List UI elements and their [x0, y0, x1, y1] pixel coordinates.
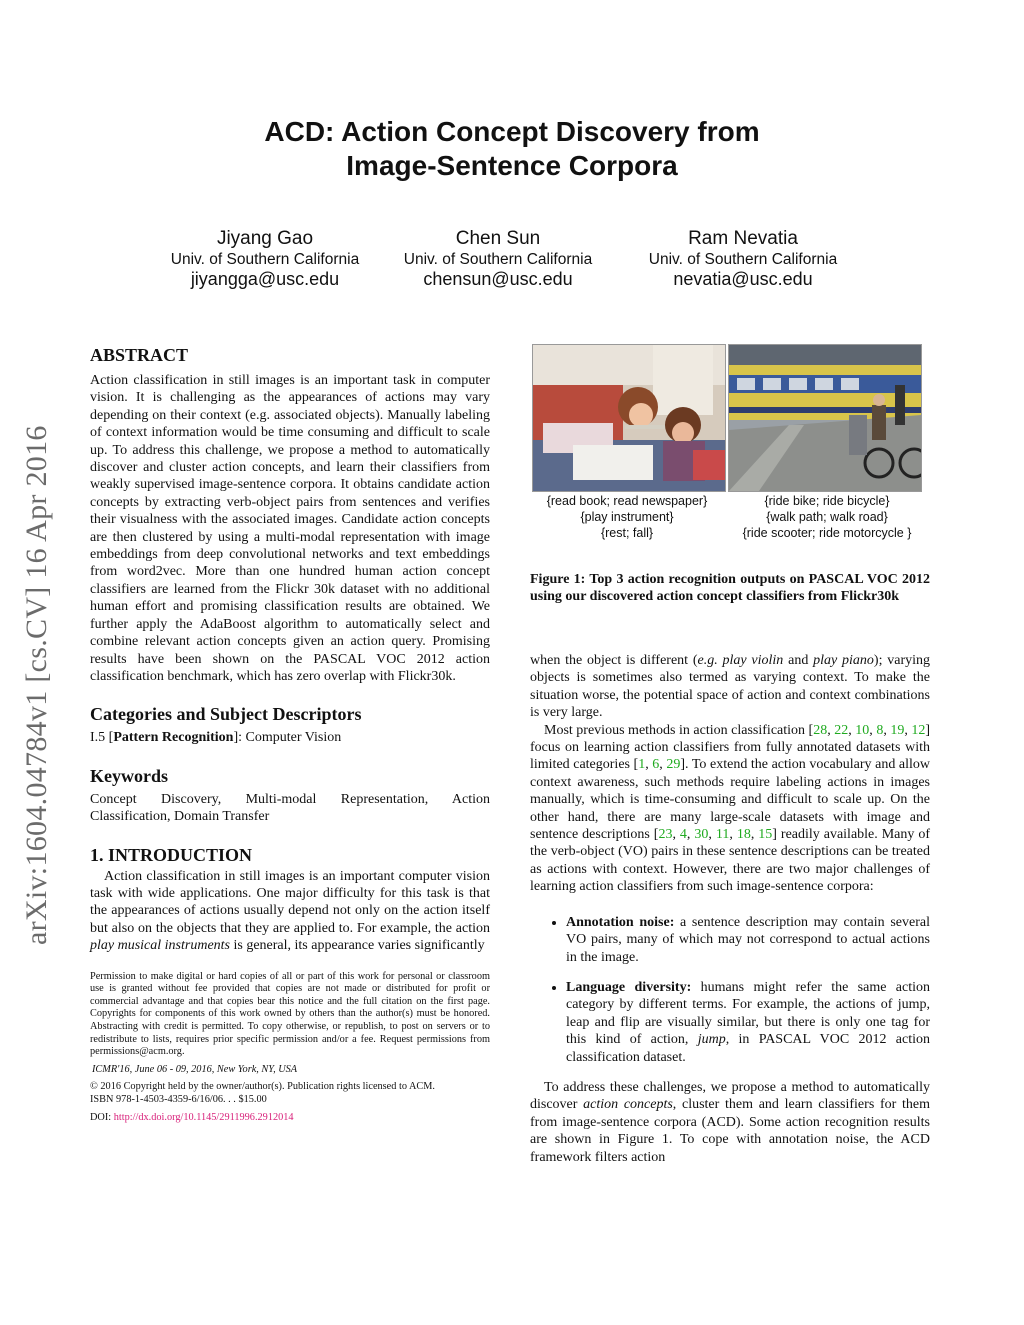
r-text: ] readily available. Many of the verb-object (VO) pairs in these sentence descriptions can be treated as actions with context. However, there are two major challenges of learning action classifiers from such image-sentence corpora: [530, 827, 931, 895]
intro-emphasis: play musical instruments [90, 938, 230, 954]
citation-link[interactable]: 18 [736, 827, 751, 843]
right-paragraph-1 [530, 652, 930, 722]
figure-left-tags [520, 493, 734, 541]
bullet-emphasis: jump [697, 1032, 726, 1048]
r-em: e.g. play violin [697, 653, 784, 668]
introduction-heading: 1. INTRODUCTION [90, 844, 253, 865]
categories-heading: Categories and Subject Descriptors [90, 704, 362, 725]
citation-link[interactable]: 1 [638, 757, 646, 773]
doi-link[interactable]: http://dx.doi.org/10.1145/2911996.2912014 [113, 1111, 294, 1123]
author-email: nevatia@usc.edu [673, 269, 813, 289]
list-item [566, 914, 930, 966]
r-text: and [783, 653, 814, 668]
author-3 [638, 228, 848, 289]
r-em: play piano [813, 653, 874, 668]
tag-line: {rest; fall} [600, 526, 654, 540]
r-text: ]. To extend the action vocabulary and allow context awareness, such methods require labeling actions in images manually, which is time-consuming and difficult to scale up. On the other hand, there are many large-scale datasets with image and sentence descriptions [ [530, 757, 931, 843]
permission-text: Permission to make digital or hard copies of all or part of this work for personal or classroom use is granted without fee provided that copies are not made or distributed for profit or commercial advantage and that copies bear this notice and the full citation on the first page. Copyrights for components of this work owned by others than the author(s) must be honored. Abstracting with credit is permitted. To copy otherwise, or republish, to post on servers or to redistribute to lists, requires prior specific permission and/or a fee. Request permissions from permissions@acm.org. [90, 970, 490, 1058]
citation-link[interactable]: 29 [666, 757, 681, 773]
figure-image-left [532, 344, 726, 492]
citation-link[interactable]: 8 [876, 722, 884, 738]
author-affiliation: Univ. of Southern California [403, 251, 593, 268]
figure-image-right [728, 344, 922, 492]
isbn: ISBN 978-1-4503-4359-6/16/06. . . $15.00 [90, 1093, 267, 1105]
intro-text-a: Action classification in still images is an important computer vision task with wide applications. One major difficulty for this task is that the appearances of actions usually depend not only on the action itself but also on the objects that they are applied to. For example, the action [90, 868, 490, 936]
r-text: , cluster them and learn classifiers for them from image-sentence corpora (ACD). Some action recognition results are shown in Figure 1. To cope with annotation noise, the ACD framework filters action [530, 1097, 930, 1165]
r-text: ); varying objects is sometimes also termed as varying context. To make the situation worse, the potential space of action and context combinations is very large. [530, 653, 931, 721]
list-item [566, 979, 930, 1066]
arxiv-stamp: arXiv:1604.04784v1 [cs.CV] 16 Apr 2016 [20, 425, 53, 945]
right-paragraph-2: Most previous methods in action classification [28, 22, 10, 8, 19, 12] focus on learning action classifiers from fully annotated datasets with limited categories [1, 6, 29]. To extend the action vocabulary and allow context awareness, such methods require labeling actions in images manually, which is time-consuming and difficult to scale up. On the other hand, there are many large-scale datasets with image and sentence descriptions [23, 4, 30, 11, 18, 15] readily available. Many of the verb-object (VO) pairs in these sentence descriptions can be treated as actions with context. However, there are two major challenges of learning action classifiers from such image-sentence corpora: [530, 722, 931, 895]
photo-platform-bike-icon [729, 345, 921, 491]
copyright: © 2016 Copyright held by the owner/author(s). Publication rights licensed to ACM. [90, 1081, 436, 1093]
r-text: ] focus on learning action classifiers from fully annotated datasets with limited categories [ [530, 722, 931, 773]
r-em: action concepts [583, 1097, 673, 1113]
figure-caption: Figure 1: Top 3 action recognition outputs on PASCAL VOC 2012 using our discovered action concept classifiers from Flickr30k [530, 572, 930, 605]
paper-title [0, 115, 1024, 183]
title-line-1: ACD: Action Concept Discovery from [264, 116, 760, 147]
bullet-text: , in PASCAL VOC 2012 action classification dataset. [566, 1032, 930, 1065]
tag-line: {play instrument} [580, 510, 674, 524]
citation-link[interactable]: 11 [715, 827, 730, 843]
author-email: chensun@usc.edu [423, 269, 573, 289]
venue: ICMR'16, June 06 - 09, 2016, New York, NY, USA [92, 1063, 298, 1075]
author-affiliation: Univ. of Southern California [648, 251, 838, 268]
author-2 [393, 228, 603, 289]
citation-link[interactable]: 15 [758, 827, 773, 843]
author-name: Jiyang Gao [216, 228, 314, 249]
citation-link[interactable]: 12 [911, 722, 926, 738]
right-column [530, 652, 930, 1166]
tag-line: {ride bike; ride bicycle} [764, 494, 890, 508]
right-paragraph-3 [530, 1079, 930, 1166]
bullet-label: Language diversity: [566, 979, 692, 995]
citation-link[interactable]: 10 [855, 722, 870, 738]
categories-suffix: ]: Computer Vision [233, 730, 342, 746]
bullet-text: humans might refer the same action category by different terms. For example, the actions of jump, leap and flip are visually similar, but there is only one tag for this kind of action, [566, 979, 930, 1048]
author-name: Chen Sun [455, 228, 541, 249]
abstract-text: Action classification in still images is an important task in computer vision. It is challenging as the appearances of actions may vary depending on their context (e.g. associated objects). Manually labeling of context information would be time consuming and difficult to scale up. To address this challenge, we propose a method to automatically discover and cluster action concepts, and learn their classifiers from weakly supervised image-sentence corpora. It obtains candidate action concepts by extracting verb-object pairs from sentences and verifies their visualness with the associated images. Candidate action concepts are then clustered by using a multi-modal representation with image embeddings from deep convolutional networks and text embeddings from word2vec. More than one hundred human action concept classifiers are learned from the Flickr 30k dataset with no additional human effort and promising classification results are obtained. We further apply the AdaBoost algorithm to automatically select and combine relevant action concepts given an action query. Promising results have been shown on the PASCAL VOC 2012 action classification benchmark, which has zero overlap with Flickr30k. [90, 373, 490, 684]
permission-block [90, 971, 490, 1125]
citation-link[interactable]: 22 [834, 722, 849, 738]
citation-link[interactable]: 30 [694, 827, 709, 843]
author-name: Ram Nevatia [688, 228, 798, 249]
citation-link[interactable]: 28 [813, 722, 828, 738]
r-text: Most previous methods in action classification [ [544, 722, 814, 738]
citation-link[interactable]: 23 [658, 827, 673, 843]
keywords-text: Concept Discovery, Multi-modal Representation, Action Classification, Domain Transfer [90, 791, 490, 825]
categories-text [90, 729, 490, 746]
keywords-heading: Keywords [90, 765, 168, 786]
intro-paragraph [90, 868, 490, 955]
citation-link[interactable]: 6 [652, 757, 660, 773]
tag-line: {ride scooter; ride motorcycle } [742, 526, 912, 540]
r-text: when the object is different ( [530, 653, 698, 668]
figure-right-tags [722, 493, 932, 541]
photo-children-music-icon [533, 345, 725, 491]
categories-bold: Pattern Recognition [113, 730, 234, 746]
categories-prefix: I.5 [ [90, 730, 114, 746]
r-text: To address these challenges, we propose a method to automatically discover [530, 1079, 930, 1113]
doi-line [90, 1112, 490, 1125]
citation-link[interactable]: 4 [679, 827, 687, 843]
title-line-2: Image-Sentence Corpora [346, 150, 678, 181]
author-affiliation: Univ. of Southern California [170, 251, 360, 268]
challenge-list [530, 914, 930, 1066]
author-email: jiyangga@usc.edu [190, 269, 340, 289]
citation-link[interactable]: 19 [890, 722, 905, 738]
abstract-heading: ABSTRACT [90, 345, 189, 365]
author-1 [160, 228, 370, 289]
tag-line: {walk path; walk road} [766, 510, 888, 524]
bullet-text: a sentence description may contain several VO pairs, many of which may not correspond to actual actions in the image. [566, 914, 930, 965]
doi-label: DOI: [90, 1111, 114, 1123]
intro-text-b: is general, its appearance varies significantly [230, 938, 485, 954]
left-column [90, 344, 490, 1124]
bullet-label: Annotation noise: [566, 914, 675, 930]
tag-line: {read book; read newspaper} [546, 494, 708, 508]
